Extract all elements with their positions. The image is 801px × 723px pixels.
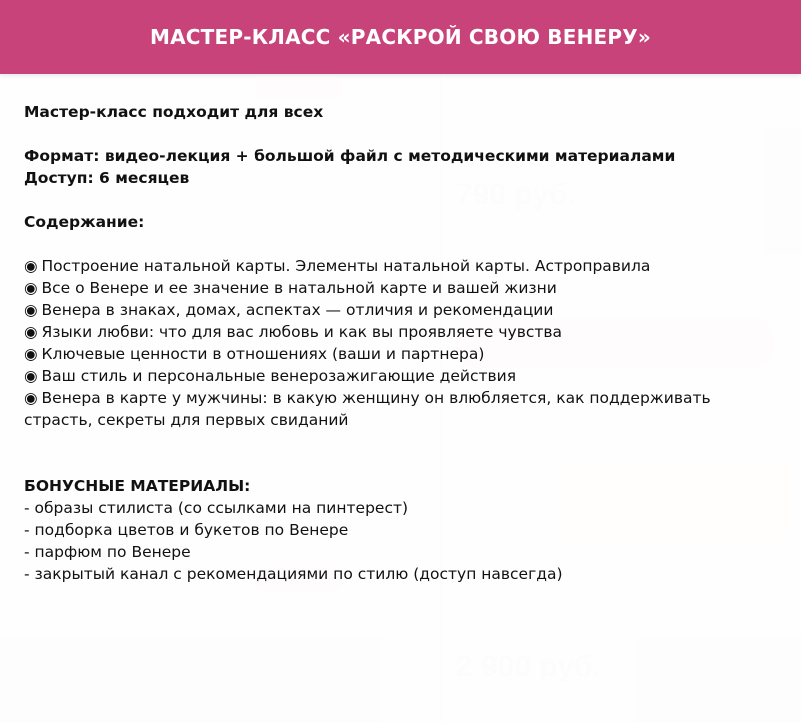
bonus-title: БОНУСНЫЕ МАТЕРИАЛЫ: <box>24 477 251 495</box>
bullet-icon: ◉ <box>24 323 38 341</box>
contents-item <box>24 321 784 343</box>
modal-content <box>24 101 784 585</box>
contents-item <box>24 255 784 277</box>
modal-header <box>0 0 801 74</box>
format-text: Формат: видео-лекция + большой файл с методическими материалами <box>24 147 676 165</box>
bonus-item: - парфюм по Венере <box>24 543 191 561</box>
bullet-icon: ◉ <box>24 389 38 407</box>
contents-item <box>24 299 784 321</box>
bonus-item: - закрытый канал с рекомендациями по стилю (доступ навсегда) <box>24 565 563 583</box>
bullet-icon: ◉ <box>24 301 38 319</box>
bonus-item: - подборка цветов и букетов по Венере <box>24 521 349 539</box>
contents-item <box>24 365 784 387</box>
contents-item-text: Построение натальной карты. Элементы натальной карты. Астроправила <box>41 257 651 275</box>
access-text: Доступ: 6 месяцев <box>24 169 190 187</box>
contents-item-text: Языки любви: что для вас любовь и как вы проявляете чувства <box>41 323 563 341</box>
bullet-icon: ◉ <box>24 367 38 385</box>
contents-item-text: Все о Венере и ее значение в натальной карте и вашей жизни <box>41 279 557 297</box>
contents-item <box>24 343 784 365</box>
contents-item-text: Ваш стиль и персональные венерозажигающие действия <box>41 367 517 385</box>
contents-title: Содержание: <box>24 213 145 231</box>
bullet-icon: ◉ <box>24 257 38 275</box>
contents-item-text: Венера в знаках, домах, аспектах — отличия и рекомендации <box>41 301 554 319</box>
bonus-item: - образы стилиста (со ссылками на пинтерест) <box>24 499 409 517</box>
contents-item-text: Ключевые ценности в отношениях (ваши и партнера) <box>41 345 485 363</box>
modal-title: МАСТЕР-КЛАСС «РАСКРОЙ СВОЮ ВЕНЕРУ» <box>150 25 651 49</box>
bullet-icon: ◉ <box>24 279 38 297</box>
contents-item <box>24 277 784 299</box>
contents-item-text: Венера в карте у мужчины: в какую женщину он влюбляется, как поддерживать страсть, секреты для первых свиданий <box>24 389 711 429</box>
audience-text: Мастер-класс подходит для всех <box>24 103 324 121</box>
bullet-icon: ◉ <box>24 345 38 363</box>
contents-item <box>24 387 784 431</box>
